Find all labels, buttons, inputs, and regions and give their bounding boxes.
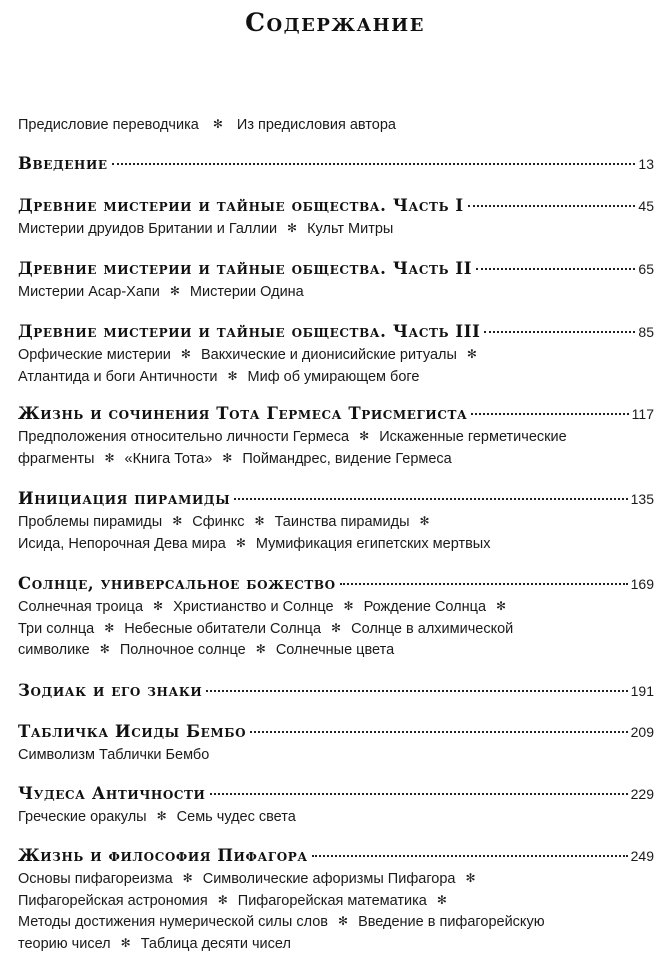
asterisk-separator-icon: ✻ xyxy=(466,347,477,361)
toc-section xyxy=(18,404,654,470)
asterisk-separator-icon: ✻ xyxy=(465,871,476,885)
subtopic-line xyxy=(18,619,654,641)
section-title: Инициация пирамиды xyxy=(18,489,231,508)
subtopic-item: Греческие оракулы xyxy=(18,809,147,825)
subtopic-item: Культ Митры xyxy=(307,221,394,237)
section-title: Древние мистерии и тайные общества. Часть II xyxy=(18,259,473,278)
asterisk-separator-icon: ✻ xyxy=(156,809,167,823)
subtopic-item: Небесные обитатели Солнца xyxy=(124,620,322,637)
subtopics xyxy=(18,512,654,555)
dot-leader xyxy=(471,413,628,415)
page-number: 169 xyxy=(630,576,654,592)
subtopic-item: символике xyxy=(18,642,90,658)
subtopic-item: Мумификация египетских мертвых xyxy=(255,535,491,552)
subtopic-item: Поймандрес, видение Гермеса xyxy=(242,450,452,467)
asterisk-separator-icon: ✻ xyxy=(235,535,246,550)
subtopic-item: Вакхические и дионисийские ритуалы xyxy=(200,347,457,363)
subtopic-item: Таинства пирамиды xyxy=(274,514,410,530)
toc-section xyxy=(18,154,654,176)
subtopic-line xyxy=(18,869,654,891)
intro-item: Предисловие переводчика xyxy=(18,117,199,133)
section-title: Солнце, универсальное божество xyxy=(18,574,336,593)
subtopics xyxy=(18,345,654,388)
subtopic-item: Искаженные герметические xyxy=(379,429,567,445)
section-title: Древние мистерии и тайные общества. Часть I xyxy=(18,196,464,215)
subtopics xyxy=(18,745,654,767)
subtopic-item: Семь чудес света xyxy=(176,809,296,825)
subtopic-item: Орфические мистерии xyxy=(18,347,171,363)
page-title: Содержание xyxy=(245,8,425,37)
toc-section xyxy=(18,574,654,662)
subtopic-line xyxy=(18,640,654,662)
dot-leader xyxy=(234,498,627,500)
page-number: 191 xyxy=(630,683,654,699)
subtopic-item: Христианство и Солнце xyxy=(173,599,334,615)
subtopic-item: Солнечные цвета xyxy=(275,642,395,658)
asterisk-separator-icon: ✻ xyxy=(496,599,507,613)
section-title: Введение xyxy=(18,154,108,173)
subtopic-line xyxy=(18,534,654,556)
section-title: Чудеса Античности xyxy=(18,784,206,803)
dot-leader xyxy=(112,163,636,165)
toc-section xyxy=(18,681,654,703)
subtopic-line xyxy=(18,219,654,241)
section-title: Древние мистерии и тайные общества. Часть III xyxy=(18,322,481,341)
dot-leader xyxy=(210,793,628,795)
asterisk-separator-icon: ✻ xyxy=(436,892,447,907)
toc-section xyxy=(18,322,654,388)
asterisk-separator-icon: ✻ xyxy=(104,620,115,635)
subtopic-line xyxy=(18,912,654,934)
asterisk-separator-icon: ✻ xyxy=(212,117,223,131)
toc-heading-row[interactable] xyxy=(18,259,654,281)
subtopics xyxy=(18,807,654,829)
asterisk-separator-icon: ✻ xyxy=(287,221,298,235)
subtopic-item: Рождение Солнца xyxy=(363,599,487,615)
toc-heading-row[interactable] xyxy=(18,681,654,703)
page-number: 85 xyxy=(638,324,654,340)
subtopic-line xyxy=(18,282,654,304)
toc-section xyxy=(18,259,654,304)
asterisk-separator-icon: ✻ xyxy=(254,514,265,528)
toc-section xyxy=(18,489,654,555)
toc-heading-row[interactable] xyxy=(18,196,654,218)
asterisk-separator-icon: ✻ xyxy=(182,871,193,885)
toc-heading-row[interactable] xyxy=(18,722,654,744)
asterisk-separator-icon: ✻ xyxy=(99,642,110,656)
toc-heading-row[interactable] xyxy=(18,574,654,596)
intro-line xyxy=(18,115,654,135)
toc-section xyxy=(18,784,654,829)
asterisk-separator-icon: ✻ xyxy=(217,892,228,907)
asterisk-separator-icon: ✻ xyxy=(331,620,342,635)
subtopic-item: Методы достижения нумерической силы слов xyxy=(18,914,328,930)
subtopic-line xyxy=(18,449,654,471)
asterisk-separator-icon: ✻ xyxy=(338,914,349,928)
section-title: Зодиак и его знаки xyxy=(18,681,203,700)
subtopic-item: Сфинкс xyxy=(192,514,245,530)
subtopic-item: Предположения относительно личности Гермеса xyxy=(18,429,350,445)
page-number: 249 xyxy=(630,848,654,864)
subtopics xyxy=(18,427,654,470)
toc-heading-row[interactable] xyxy=(18,489,654,511)
subtopic-item: Мистерии Одина xyxy=(189,284,304,300)
asterisk-separator-icon: ✻ xyxy=(222,450,233,465)
section-title: Жизнь и сочинения Тота Гермеса Трисмегиста xyxy=(18,404,468,423)
toc-section xyxy=(18,846,654,955)
asterisk-separator-icon: ✻ xyxy=(359,429,370,443)
subtopics xyxy=(18,219,654,241)
subtopic-line xyxy=(18,891,654,913)
subtopic-item: теорию чисел xyxy=(18,935,111,952)
subtopic-line xyxy=(18,512,654,534)
subtopic-item: Три солнца xyxy=(18,620,95,637)
subtopic-item: Мистерии друидов Британии и Галлии xyxy=(18,221,278,237)
subtopic-item: Введение в пифагорейскую xyxy=(358,914,545,930)
dot-leader xyxy=(206,690,627,692)
toc-heading-row[interactable] xyxy=(18,784,654,806)
dot-leader xyxy=(476,268,635,270)
subtopic-item: Солнечная троица xyxy=(18,599,144,615)
subtopic-item: «Книга Тота» xyxy=(124,450,213,467)
asterisk-separator-icon: ✻ xyxy=(172,514,183,528)
subtopic-line xyxy=(18,807,654,829)
subtopic-line xyxy=(18,597,654,619)
subtopic-item: Полночное солнце xyxy=(119,642,246,658)
subtopic-line xyxy=(18,427,654,449)
page-number: 117 xyxy=(631,406,654,422)
section-title: Жизнь и философия Пифагора xyxy=(18,846,308,865)
subtopic-item: Мистерии Асар-Хапи xyxy=(18,284,160,300)
page-number: 209 xyxy=(630,724,654,740)
asterisk-separator-icon: ✻ xyxy=(169,284,180,298)
page-number: 135 xyxy=(630,491,654,507)
subtopic-item: Миф об умирающем боге xyxy=(247,368,420,385)
asterisk-separator-icon: ✻ xyxy=(255,642,266,656)
dot-leader xyxy=(484,331,635,333)
subtopic-item: Атлантида и боги Античности xyxy=(18,368,218,385)
toc-section xyxy=(18,722,654,767)
subtopic-item: Основы пифагореизма xyxy=(18,871,173,887)
toc-heading-row[interactable] xyxy=(18,404,654,426)
subtopic-item: Солнце в алхимической xyxy=(351,620,514,637)
subtopic-item: Таблица десяти чисел xyxy=(140,935,291,952)
subtopic-item: Исида, Непорочная Дева мира xyxy=(18,535,226,552)
subtopic-item: Проблемы пирамиды xyxy=(18,514,163,530)
subtopic-item: Символизм Таблички Бембо xyxy=(18,747,210,763)
page-number: 65 xyxy=(638,261,654,277)
subtopic-item: Символические афоризмы Пифагора xyxy=(202,871,456,887)
dot-leader xyxy=(250,731,627,733)
subtopics xyxy=(18,282,654,304)
subtopic-item: Пифагорейская астрономия xyxy=(18,892,208,909)
asterisk-separator-icon: ✻ xyxy=(180,347,191,361)
toc-heading-row[interactable] xyxy=(18,154,654,176)
intro-item: Из предисловия автора xyxy=(236,117,396,133)
asterisk-separator-icon: ✻ xyxy=(120,935,131,950)
subtopics xyxy=(18,869,654,955)
page-number: 45 xyxy=(638,198,654,214)
section-title: Табличка Исиды Бембо xyxy=(18,722,247,741)
toc-heading-row[interactable] xyxy=(18,846,654,868)
subtopic-line xyxy=(18,934,654,956)
subtopics xyxy=(18,597,654,662)
subtopic-item: фрагменты xyxy=(18,450,95,467)
subtopic-line xyxy=(18,345,654,367)
dot-leader xyxy=(468,205,636,207)
toc-heading-row[interactable] xyxy=(18,322,654,344)
dot-leader xyxy=(340,583,628,585)
page-number: 229 xyxy=(630,786,654,802)
asterisk-separator-icon: ✻ xyxy=(104,450,115,465)
asterisk-separator-icon: ✻ xyxy=(153,599,164,613)
asterisk-separator-icon: ✻ xyxy=(419,514,430,528)
asterisk-separator-icon: ✻ xyxy=(343,599,354,613)
dot-leader xyxy=(312,855,628,857)
toc-section xyxy=(18,196,654,241)
asterisk-separator-icon: ✻ xyxy=(227,368,238,383)
page-number: 13 xyxy=(638,156,654,172)
subtopic-line xyxy=(18,745,654,767)
subtopic-item: Пифагорейская математика xyxy=(237,892,427,909)
subtopic-line xyxy=(18,367,654,389)
